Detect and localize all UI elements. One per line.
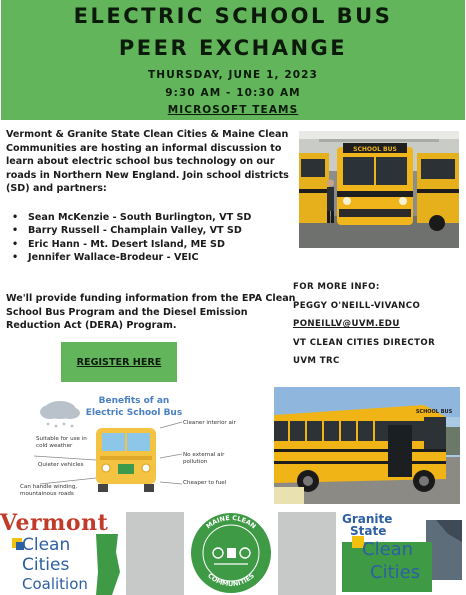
participant-name: Jennifer Wallace-Brodeur - VEIC <box>28 252 199 264</box>
contact-org: UVM TRC <box>293 356 340 366</box>
list-item <box>6 251 296 264</box>
bus-front-icon <box>96 428 156 492</box>
title-line-2: PEER EXCHANGE <box>118 36 348 60</box>
title-line-1: ELECTRIC SCHOOL BUS <box>73 4 393 28</box>
header-banner <box>1 0 465 120</box>
register-button-label[interactable]: REGISTER HERE <box>76 356 162 368</box>
intro-paragraph: Vermont & Granite State Clean Cities & Maine Clean Communities are hosting an informal discussion to learn about electric school bus technology on our roads in Northern New England. Join school districts (SD) and partners: <box>6 129 289 195</box>
photo1-sign: SCHOOL BUS <box>353 146 397 153</box>
bullet-icon: • <box>12 225 19 237</box>
event-date: THURSDAY, JUNE 1, 2023 <box>148 69 318 81</box>
bullet-icon: • <box>12 252 19 264</box>
funding-paragraph: We'll provide funding information from the EPA Clean School Bus Program and the Diesel Emission Reduction Act (DERA) Program. <box>6 293 296 332</box>
contact-role: VT CLEAN CITIES DIRECTOR <box>293 337 436 348</box>
granite-logo-word: Granite <box>342 512 393 526</box>
event-time: 9:30 AM - 10:30 AM <box>165 87 301 99</box>
state-logo-word: State <box>350 524 387 538</box>
participant-list <box>6 211 296 265</box>
participant-name: Sean McKenzie - South Burlington, VT SD <box>28 212 252 223</box>
list-item <box>6 224 296 237</box>
infographic-label-cheaper: Cheaper to fuel <box>183 480 227 486</box>
infographic-label-cleaner-air: Cleaner interior air <box>183 420 236 426</box>
bus-garage-photo <box>299 131 459 248</box>
participant-name: Eric Hann - Mt. Desert Island, ME SD <box>28 238 225 250</box>
contact-name: PEGGY O'NEILL-VIVANCO <box>293 300 421 311</box>
contact-email-link[interactable]: PONEILLV@UVM.EDU <box>293 319 400 329</box>
bullet-icon: • <box>12 212 19 223</box>
granite-logo-clean: Clean <box>362 539 414 560</box>
maine-clean-communities-logo <box>184 512 278 595</box>
participant-name: Barry Russell - Champlain Valley, VT SD <box>28 225 242 237</box>
event-platform-link[interactable]: MICROSOFT TEAMS <box>167 104 299 116</box>
vermont-logo-clean: Clean <box>22 535 71 555</box>
school-bus-photo <box>274 387 460 504</box>
contact-heading: FOR MORE INFO: <box>293 282 380 292</box>
granite-logo-cities: Cities <box>370 562 421 583</box>
infographic-label-quieter: Quieter vehicles <box>38 462 84 468</box>
infographic-label-terrain: Can handle winding, mountainous roads <box>20 484 78 497</box>
bullet-icon: • <box>12 238 19 250</box>
vermont-logo-wordmark: Vermont <box>0 510 109 536</box>
vermont-logo-cities: Cities <box>22 555 70 575</box>
gray-spacer <box>278 512 336 595</box>
list-item <box>6 238 296 251</box>
maine-logo-ring-bottom: COMMUNITIES <box>206 571 256 589</box>
register-button[interactable] <box>61 342 177 382</box>
infographic-label-no-pollution: No external air pollution <box>183 452 225 465</box>
vermont-logo-coalition: Coalition <box>22 575 88 593</box>
photo2-sign: SCHOOL BUS <box>415 409 453 415</box>
infographic-label-cold: Suitable for use in cold weather <box>36 436 87 449</box>
gray-spacer <box>126 512 184 595</box>
contact-block <box>293 278 463 371</box>
list-item <box>6 211 296 224</box>
maine-logo-ring-top: MAINE CLEAN <box>204 513 258 531</box>
infographic-title: Benefits of an Electric School Bus <box>85 396 183 418</box>
